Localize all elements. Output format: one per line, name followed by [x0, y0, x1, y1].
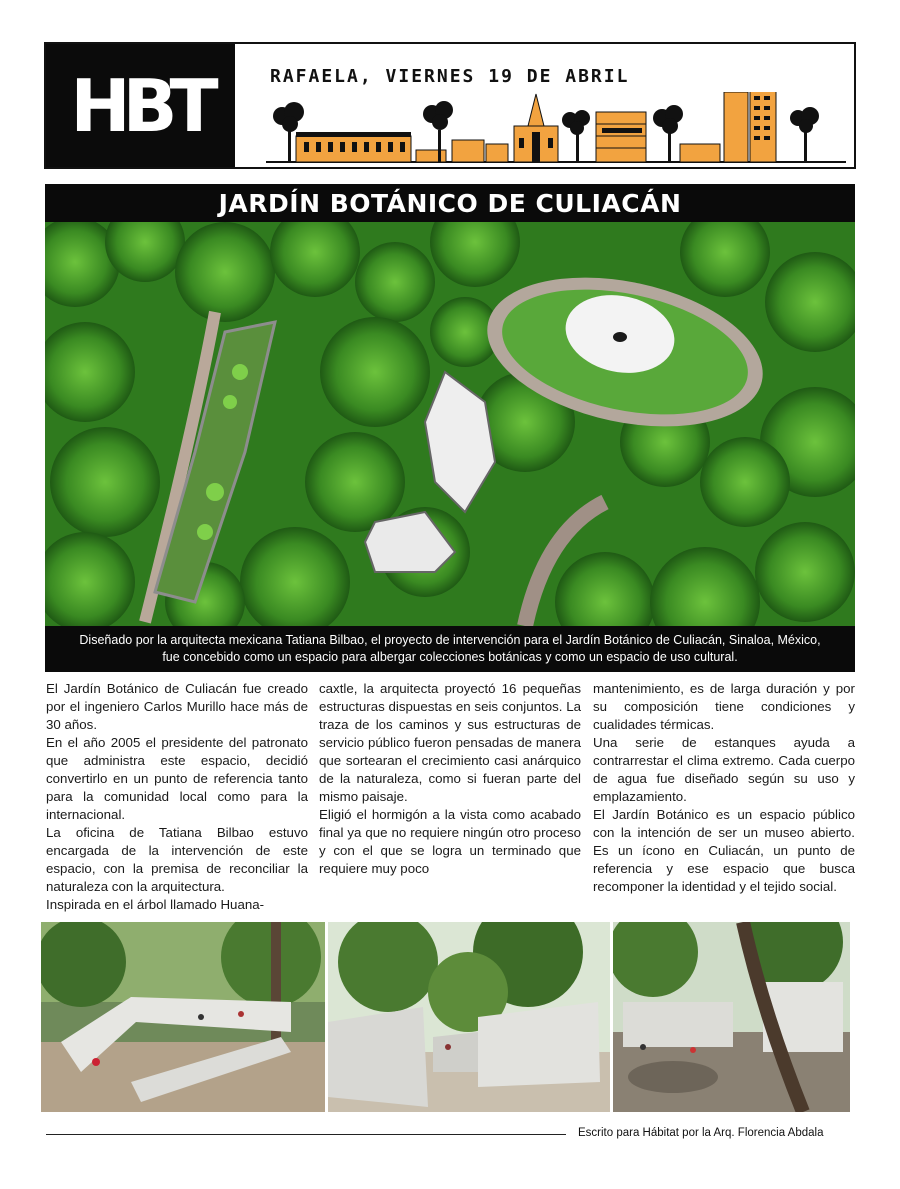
concrete-structure-photo-1 — [41, 922, 325, 1112]
paragraph: Inspirada en el árbol llamado Huana- — [46, 897, 265, 912]
paragraph: En el año 2005 el presidente del patronato que administra este espacio, decidió convertirlo en un punto de referencia tanto para la comunidad local como para la internacional. — [46, 735, 308, 822]
paragraph: El Jardín Botánico es un espacio público con la intención de ser un museo abierto. Es un ícono en Culiacán, un punto de referencia y ese espacio que busca recomponer la identidad y el tejido social. — [593, 807, 855, 894]
photo-caption: Diseñado por la arquitecta mexicana Tatiana Bilbao, el proyecto de intervención para el Jardín Botánico de Culiacán, Sinaloa, México, fue concebido como un espacio para albergar colecciones botánicas y como un espacio de uso cultural. — [45, 626, 855, 672]
footer-divider — [46, 1134, 566, 1135]
logo-text: HBT — [70, 63, 211, 148]
article-column-2 — [319, 680, 581, 878]
author-credit: Escrito para Hábitat por la Arq. Florencia Abdala — [578, 1127, 824, 1139]
paragraph: Una serie de estanques ayuda a contrarrestar el clima extremo. Cada cuerpo de agua fue diseñado según su uso y emplazamiento. — [593, 735, 855, 804]
paragraph: Eligió el hormigón a la vista como acabado final ya que no requiere ningún otro proceso y con el que se logra un terminado que requiere muy poco — [319, 807, 581, 876]
concrete-structure-photo-3 — [613, 922, 850, 1112]
aerial-garden-photo — [45, 222, 855, 626]
dateline: RAFAELA, VIERNES 19 DE ABRIL — [270, 66, 630, 87]
paragraph: El Jardín Botánico de Culiacán fue creado por el ingeniero Carlos Murillo hace más de 30 años. — [46, 681, 308, 732]
article-column-1 — [46, 680, 308, 914]
masthead — [44, 42, 856, 169]
paragraph: mantenimiento, es de larga duración y por su composición tiene condiciones y cualidades térmicas. — [593, 681, 855, 732]
paragraph: La oficina de Tatiana Bilbao estuvo encargada de la intervención de este espacio, con la premisa de reconciliar la naturaleza con la arquitectura. — [46, 825, 308, 894]
city-skyline-illustration — [266, 92, 846, 164]
article-title-bar — [45, 184, 855, 222]
article-title: JARDÍN BOTÁNICO DE CULIACÁN — [218, 188, 682, 218]
paragraph: caxtle, la arquitecta proyectó 16 pequeñas estructuras dispuestas en seis conjuntos. La traza de los caminos y sus estructuras de servicio público fueron pensadas de manera que sortearan el crecimiento casi anárquico de la naturaleza, como si fueran parte del mismo paisaje. — [319, 681, 581, 804]
logo — [46, 44, 235, 167]
article-column-3 — [593, 680, 855, 896]
concrete-structure-photo-2 — [328, 922, 610, 1112]
